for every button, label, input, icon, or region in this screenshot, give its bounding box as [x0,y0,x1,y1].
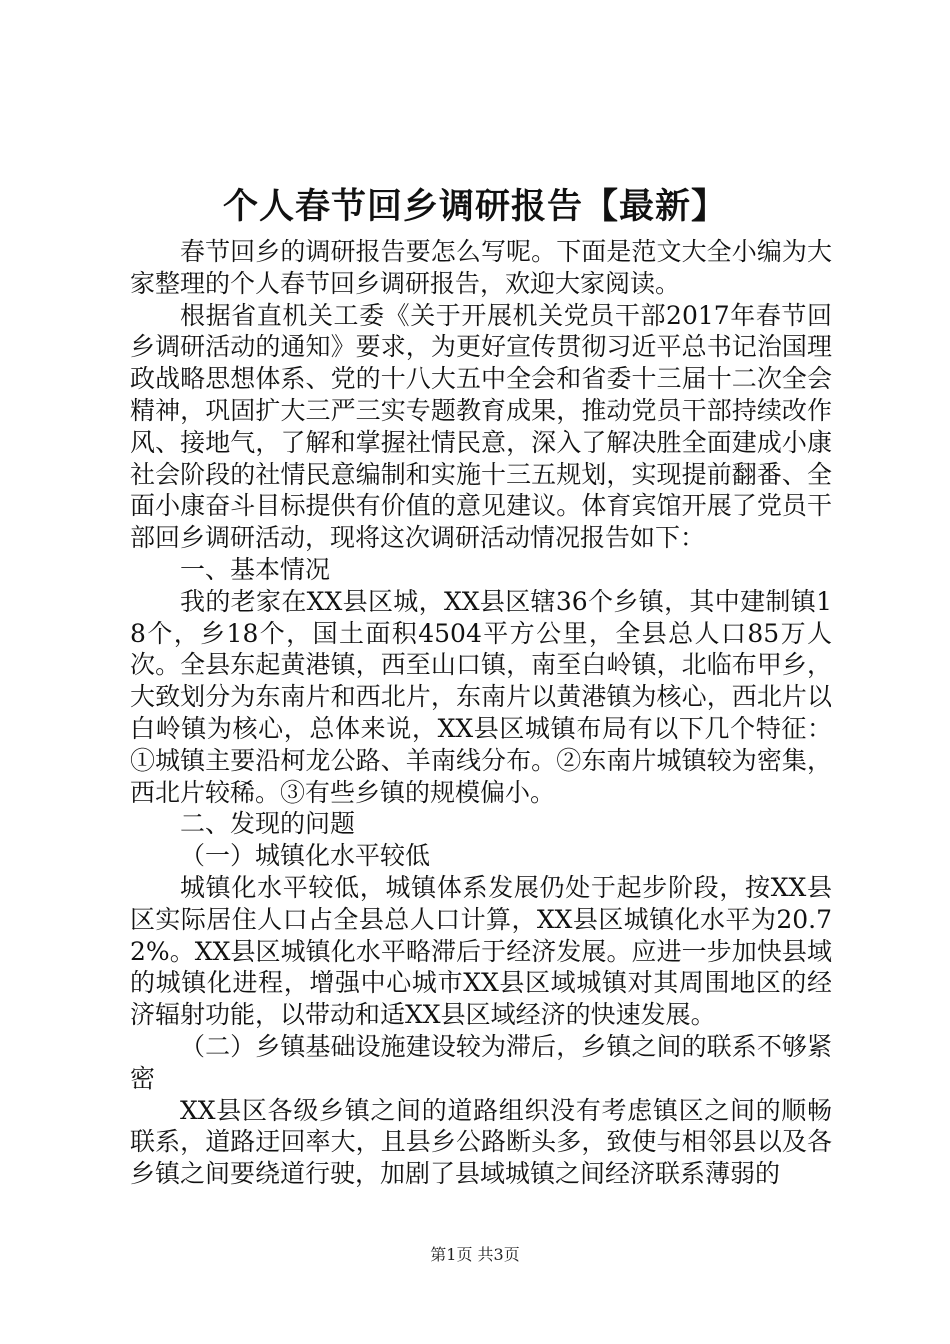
document-body [130,236,832,1190]
subheading-urbanization: （一）城镇化水平较低 [180,841,431,871]
paragraph-background: 根据省直机关工委《关于开展机关党员干部2017年春节回乡调研活动的通知》要求，为更好宣传贯彻习近平总书记治国理政战略思想体系、党的十八大五中全会和省委十三届十二次全会精神，巩固扩大三严三实专题教育成果，推动党员干部持续改作风、接地气，了解和掌握社情民意，深入了解决胜全面建成小康社会阶段的社情民意编制和实施十三五规划，实现提前翻番、全面小康奋斗目标提供有价值的意见建议。体育宾馆开展了党员干部回乡调研活动，现将这次调研活动情况报告如下： [130,300,832,553]
paragraph-infrastructure: XX县区各级乡镇之间的道路组织没有考虑镇区之间的顺畅联系，道路迂回率大，且县乡公路断头多，致使与相邻县以及各乡镇之间要绕道行驶，加剧了县域城镇之间经济联系薄弱的 [130,1095,832,1189]
page-number-footer: 第1页 共3页 [430,1245,520,1264]
paragraph-urbanization: 城镇化水平较低，城镇体系发展仍处于起步阶段，按XX县区实际居住人口占全县总人口计算，XX县区城镇化水平为20.72%。XX县区城镇化水平略滞后于经济发展。应进一步加快县域的城镇化进程，增强中心城市XX县区域城镇对其周围地区的经济辐射功能，以带动和适XX县区域经济的快速发展。 [130,872,832,1030]
document-title: 个人春节回乡调研报告【最新】 [222,186,727,227]
subheading-infrastructure: （二）乡镇基础设施建设较为滞后，乡镇之间的联系不够紧密 [130,1031,832,1093]
section-heading-basic-situation: 一、基本情况 [180,554,331,584]
paragraph-intro: 春节回乡的调研报告要怎么写呢。下面是范文大全小编为大家整理的个人春节回乡调研报告，欢迎大家阅读。 [130,237,832,298]
section-heading-problems: 二、发现的问题 [180,809,356,839]
paragraph-basic-situation: 我的老家在XX县区城，XX县区辖36个乡镇，其中建制镇18个，乡18个，国土面积4504平方公里，全县总人口85万人次。全县东起黄港镇，西至山口镇，南至白岭镇，北临布甲乡，大致划分为东南片和西北片，东南片以黄港镇为核心，西北片以白岭镇为核心，总体来说，XX县区城镇布局有以下几个特征：①城镇主要沿柯龙公路、羊南线分布。②东南片城镇较为密集，西北片较稀。③有些乡镇的规模偏小。 [130,586,832,807]
